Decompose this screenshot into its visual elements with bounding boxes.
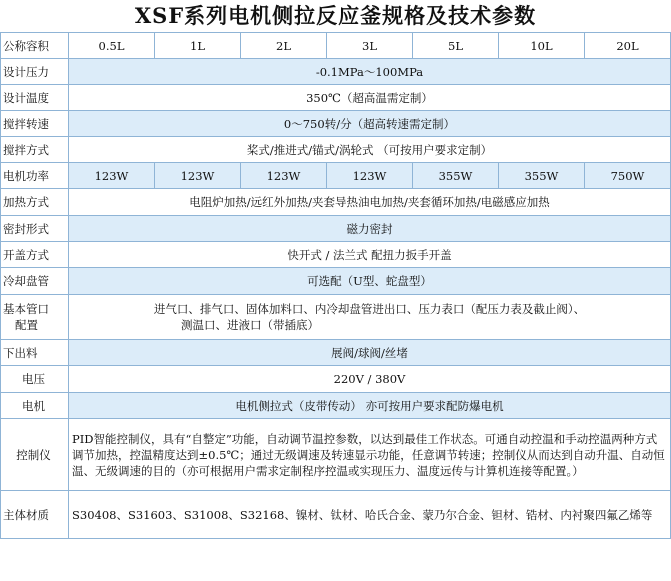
- ports-value: [69, 295, 671, 340]
- power-cell: 123W: [327, 163, 413, 189]
- opening-value: 快开式 / 法兰式 配扭力扳手开盖: [69, 242, 671, 268]
- row-ports: [1, 295, 671, 340]
- capacity-cell: 10L: [499, 33, 585, 59]
- label-capacity: 公称容积: [1, 33, 69, 59]
- power-cell: 750W: [585, 163, 671, 189]
- motor-value: 电机侧拉式（皮带传动） 亦可按用户要求配防爆电机: [69, 393, 671, 419]
- speed-value: 0～750转/分（超高转速需定制）: [69, 111, 671, 137]
- pressure-value: -0.1MPa～100MPa: [69, 59, 671, 85]
- label-temperature: 设计温度: [1, 85, 69, 111]
- capacity-cell: 20L: [585, 33, 671, 59]
- heating-value: 电阻炉加热/远红外加热/夹套导热油电加热/夹套循环加热/电磁感应加热: [69, 189, 671, 216]
- power-cell: 123W: [155, 163, 241, 189]
- capacity-cell: 3L: [327, 33, 413, 59]
- label-ports-line2: 配置: [15, 318, 38, 332]
- power-cell: 355W: [413, 163, 499, 189]
- label-control: 控制仪: [1, 419, 69, 491]
- label-voltage: 电压: [1, 366, 69, 393]
- row-opening: [1, 242, 671, 268]
- ports-value-line2: 测温口、进液口（带插底）: [181, 318, 319, 332]
- temperature-value: 350℃（超高温需定制）: [69, 85, 671, 111]
- label-pressure: 设计压力: [1, 59, 69, 85]
- capacity-cell: 0.5L: [69, 33, 155, 59]
- page-title: XSF系列电机侧拉反应釜规格及技术参数: [134, 3, 537, 28]
- row-speed: [1, 111, 671, 137]
- row-control: [1, 419, 671, 491]
- row-heating: [1, 189, 671, 216]
- label-stirring: 搅拌方式: [1, 137, 69, 163]
- seal-value: 磁力密封: [69, 216, 671, 242]
- capacity-cell: 2L: [241, 33, 327, 59]
- row-motor: [1, 393, 671, 419]
- power-cell: 355W: [499, 163, 585, 189]
- row-material: [1, 491, 671, 539]
- label-discharge: 下出料: [1, 340, 69, 366]
- power-cell: 123W: [241, 163, 327, 189]
- row-power: [1, 163, 671, 189]
- label-opening: 开盖方式: [1, 242, 69, 268]
- row-voltage: [1, 366, 671, 393]
- label-ports: [1, 295, 69, 340]
- control-value: [69, 419, 671, 491]
- row-cooling: [1, 268, 671, 295]
- spec-table: [0, 32, 671, 539]
- voltage-value: 220V / 380V: [69, 366, 671, 393]
- control-text: PID智能控制仪，具有“自整定”功能，自动调节温控参数，以达到最佳工作状态。可通自动控温和手动控温两种方式调节加热，控温精度达到±0.5℃；通过无级调速及转速显示功能，任意调节转速；控制仪从而达到自动升温、自动恒温、无级调速的目的（亦可根据用户需求定制程序控温或实现压力、温度远传与计算机连接等配置。）: [72, 431, 665, 478]
- label-seal: 密封形式: [1, 216, 69, 242]
- cooling-value: 可选配（U型、蛇盘型）: [69, 268, 671, 295]
- discharge-value: 展阀/球阀/丝堵: [69, 340, 671, 366]
- label-material: 主体材质: [1, 491, 69, 539]
- row-temperature: [1, 85, 671, 111]
- row-pressure: [1, 59, 671, 85]
- ports-value-line1: 进气口、排气口、固体加料口、内冷却盘管进出口、压力表口（配压力表及截止阀）、: [153, 302, 586, 316]
- capacity-cell: 5L: [413, 33, 499, 59]
- label-motor: 电机: [1, 393, 69, 419]
- label-ports-line1: 基本管口: [3, 302, 49, 316]
- stirring-value: 桨式/推进式/锚式/涡轮式 （可按用户要求定制）: [69, 137, 671, 163]
- row-discharge: [1, 340, 671, 366]
- material-text: S30408、S31603、S31008、S32168、镍材、钛材、哈氏合金、蒙乃尔合金、钽材、锆材、内衬聚四氟乙烯等: [72, 507, 653, 522]
- power-cell: 123W: [69, 163, 155, 189]
- capacity-cell: 1L: [155, 33, 241, 59]
- label-heating: 加热方式: [1, 189, 69, 216]
- row-seal: [1, 216, 671, 242]
- label-power: 电机功率: [1, 163, 69, 189]
- material-value: [69, 491, 671, 539]
- label-cooling: 冷却盘管: [1, 268, 69, 295]
- row-capacity: [1, 33, 671, 59]
- label-speed: 搅拌转速: [1, 111, 69, 137]
- row-stirring: [1, 137, 671, 163]
